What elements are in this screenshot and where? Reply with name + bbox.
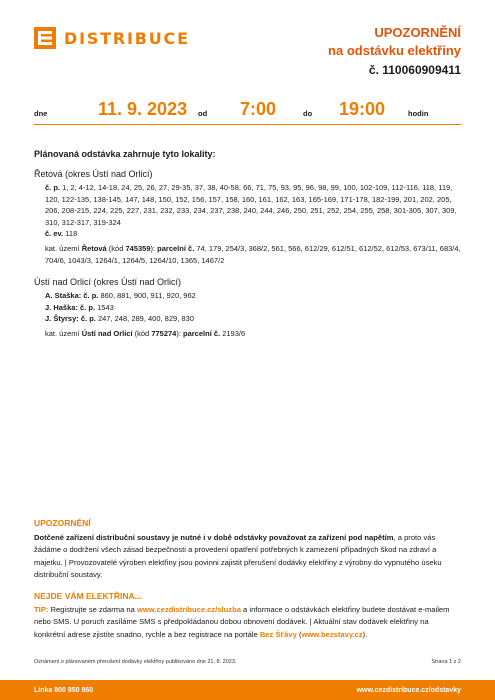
hotline-text: Linka 800 850 860 [34, 686, 94, 694]
tip-text-1: Registrujte se zdarma na [48, 605, 137, 615]
from-label: od [198, 109, 208, 118]
outages-website-link[interactable]: www.cezdistribuce.cz/odstavky [356, 686, 461, 694]
notice-header [328, 24, 461, 79]
town-heading-usti [34, 276, 461, 288]
kat-name: Ústí nad Orlicí [81, 329, 133, 339]
publication-footnote [34, 659, 461, 665]
warning-body-text: , a proto vás žádáme o dodržení všech zásad bezpečnosti a provedení opatření potřebných k zamezení případných škod na zdraví a majetku. | Provozovatelé výroben elektřiny jsou povinni zajistit přerušení dodávky elektřiny z výrobny do vypnutého úseku distribuční soustavy. [34, 533, 442, 579]
ce-label: č. ev. [45, 229, 64, 239]
kat-code-suffix: ): [150, 244, 158, 254]
tip-text-4: ). [362, 629, 368, 639]
locations-section [34, 149, 461, 340]
street-name: A. Staška: [45, 291, 82, 301]
kat-code-suffix: ): [176, 329, 184, 339]
cez-logo-icon [34, 27, 56, 49]
cp-label: č. p. [77, 302, 96, 312]
kat-code-prefix: (kód [106, 244, 126, 254]
registration-link[interactable]: www.cezdistribuce.cz/sluzba [136, 605, 241, 615]
page-number: Strana 1 z 2 [431, 659, 461, 665]
date-label: dne [34, 109, 48, 118]
publication-note: Oznámení o plánovaném přerušení dodávky elektřiny publikováno dne 21. 8. 2023. [34, 659, 237, 665]
cp-values: 1, 2, 4-12, 14-18, 24, 25, 26, 27, 29-35, 37, 38, 40-58, 66, 71, 75, 93, 95, 96, 98, 99, 100, 102-109, 112-116, 118, 119, 120, 122-135, 138-145, 147, 148, 150, 152, 156, 157, 158, 160, 161, 162, 163, 165-169, 171-178, 182-199, 201, 202, 205, 206, 208-215, 224, 225, 227, 231, 232, 233, 234, 237, 238, 240, 244, 246, 250, 251, 252, 254, 255, 258, 301-305, 307, 309, 310, 312-317, 319-324 [45, 183, 457, 227]
cadastral-area [34, 243, 461, 266]
kat-prefix: kat. území [45, 244, 82, 254]
town-name: Ústí nad Orlicí [34, 277, 92, 288]
outage-date-row [34, 97, 461, 125]
tip-title: NEJDE VÁM ELEKTŘINA... [34, 591, 142, 602]
parcel-label: parcelní č. [157, 244, 195, 254]
hours-label: hodin [408, 109, 429, 118]
kat-code: 775274 [151, 329, 177, 339]
warning-section [34, 517, 461, 641]
locations-intro: Plánovaná odstávka zahrnuje tyto lokality: [34, 149, 216, 159]
evidence-numbers [34, 228, 461, 239]
parcel-label: parcelní č. [183, 329, 221, 339]
kat-prefix: kat. území [45, 329, 82, 339]
parcel-values: 2193/6 [220, 329, 246, 339]
town-heading-retova [34, 168, 461, 180]
tip-label: TIP: [34, 605, 49, 615]
to-label: do [303, 109, 313, 118]
street-row [34, 302, 461, 313]
bez-stavy-link[interactable]: Bez Šťávy [259, 629, 297, 639]
ce-values: 118 [63, 229, 78, 239]
footer-bar [0, 680, 495, 700]
tip-text-3: ( [296, 629, 302, 639]
parcel-values: 74, 179, 254/3, 368/2, 561, 566, 612/29, 612/51, 612/52, 612/53, 673/11, 683/4, 704/6, 1043/3, 1264/1, 1264/5, 1264/10, 1365, 1467/2 [45, 244, 461, 265]
cp-label: č. p. [81, 291, 99, 301]
cp-values: 1543 [95, 302, 114, 312]
outage-from-time: 7:00 [240, 99, 277, 119]
town-district: (okres Ústí nad Orlicí) [91, 277, 182, 288]
town-name: Řetová [34, 169, 63, 180]
street-row [34, 313, 461, 324]
kat-code: 745359 [125, 244, 151, 254]
street-name: J. Haška: [45, 302, 78, 312]
tip-text-2: a informace o odstávkách elektřiny budete dostávat e-mailem nebo SMS. U poruch zasíláme SMS s předpokládanou dobou obnovení dodávek. | Aktuální stav dodávek elektřiny na konkrétní adrese zjistíte snadno, rychle a bez registrace na portále [34, 605, 450, 639]
street-name: J. Štyrsy: [45, 314, 79, 324]
notice-title: UPOZORNĚNÍ [374, 25, 461, 40]
cp-label: č. p. [78, 314, 96, 324]
tip-text [34, 604, 461, 641]
cadastral-area [34, 328, 461, 339]
bezstavy-url-link[interactable]: www.bezstavy.cz [301, 629, 363, 639]
outage-to-time: 19:00 [339, 99, 386, 119]
outage-date: 11. 9. 2023 [98, 99, 188, 119]
cp-values: 247, 248, 289, 400, 829, 830 [95, 314, 194, 324]
kat-name: Řetová [81, 244, 107, 254]
town-district: (okres Ústí nad Orlicí) [62, 169, 153, 180]
brand-name: DISTRIBUCE [64, 28, 190, 48]
kat-code-prefix: (kód [132, 329, 152, 339]
warning-title: UPOZORNĚNÍ [34, 518, 91, 528]
notice-number: č. 110060909411 [368, 63, 461, 77]
warning-bold-text: Dotčené zařízení distribuční soustavy je nutné i v době odstávky považovat za zařízení pod napětím [34, 533, 394, 543]
street-row [34, 290, 461, 301]
cp-label: č. p. [45, 183, 61, 193]
house-numbers [34, 182, 461, 228]
cez-logo [34, 27, 190, 49]
notice-subtitle: na odstávku elektřiny [328, 43, 461, 58]
cp-values: 860, 881, 900, 911, 920, 962 [98, 291, 196, 301]
warning-text [34, 532, 461, 581]
